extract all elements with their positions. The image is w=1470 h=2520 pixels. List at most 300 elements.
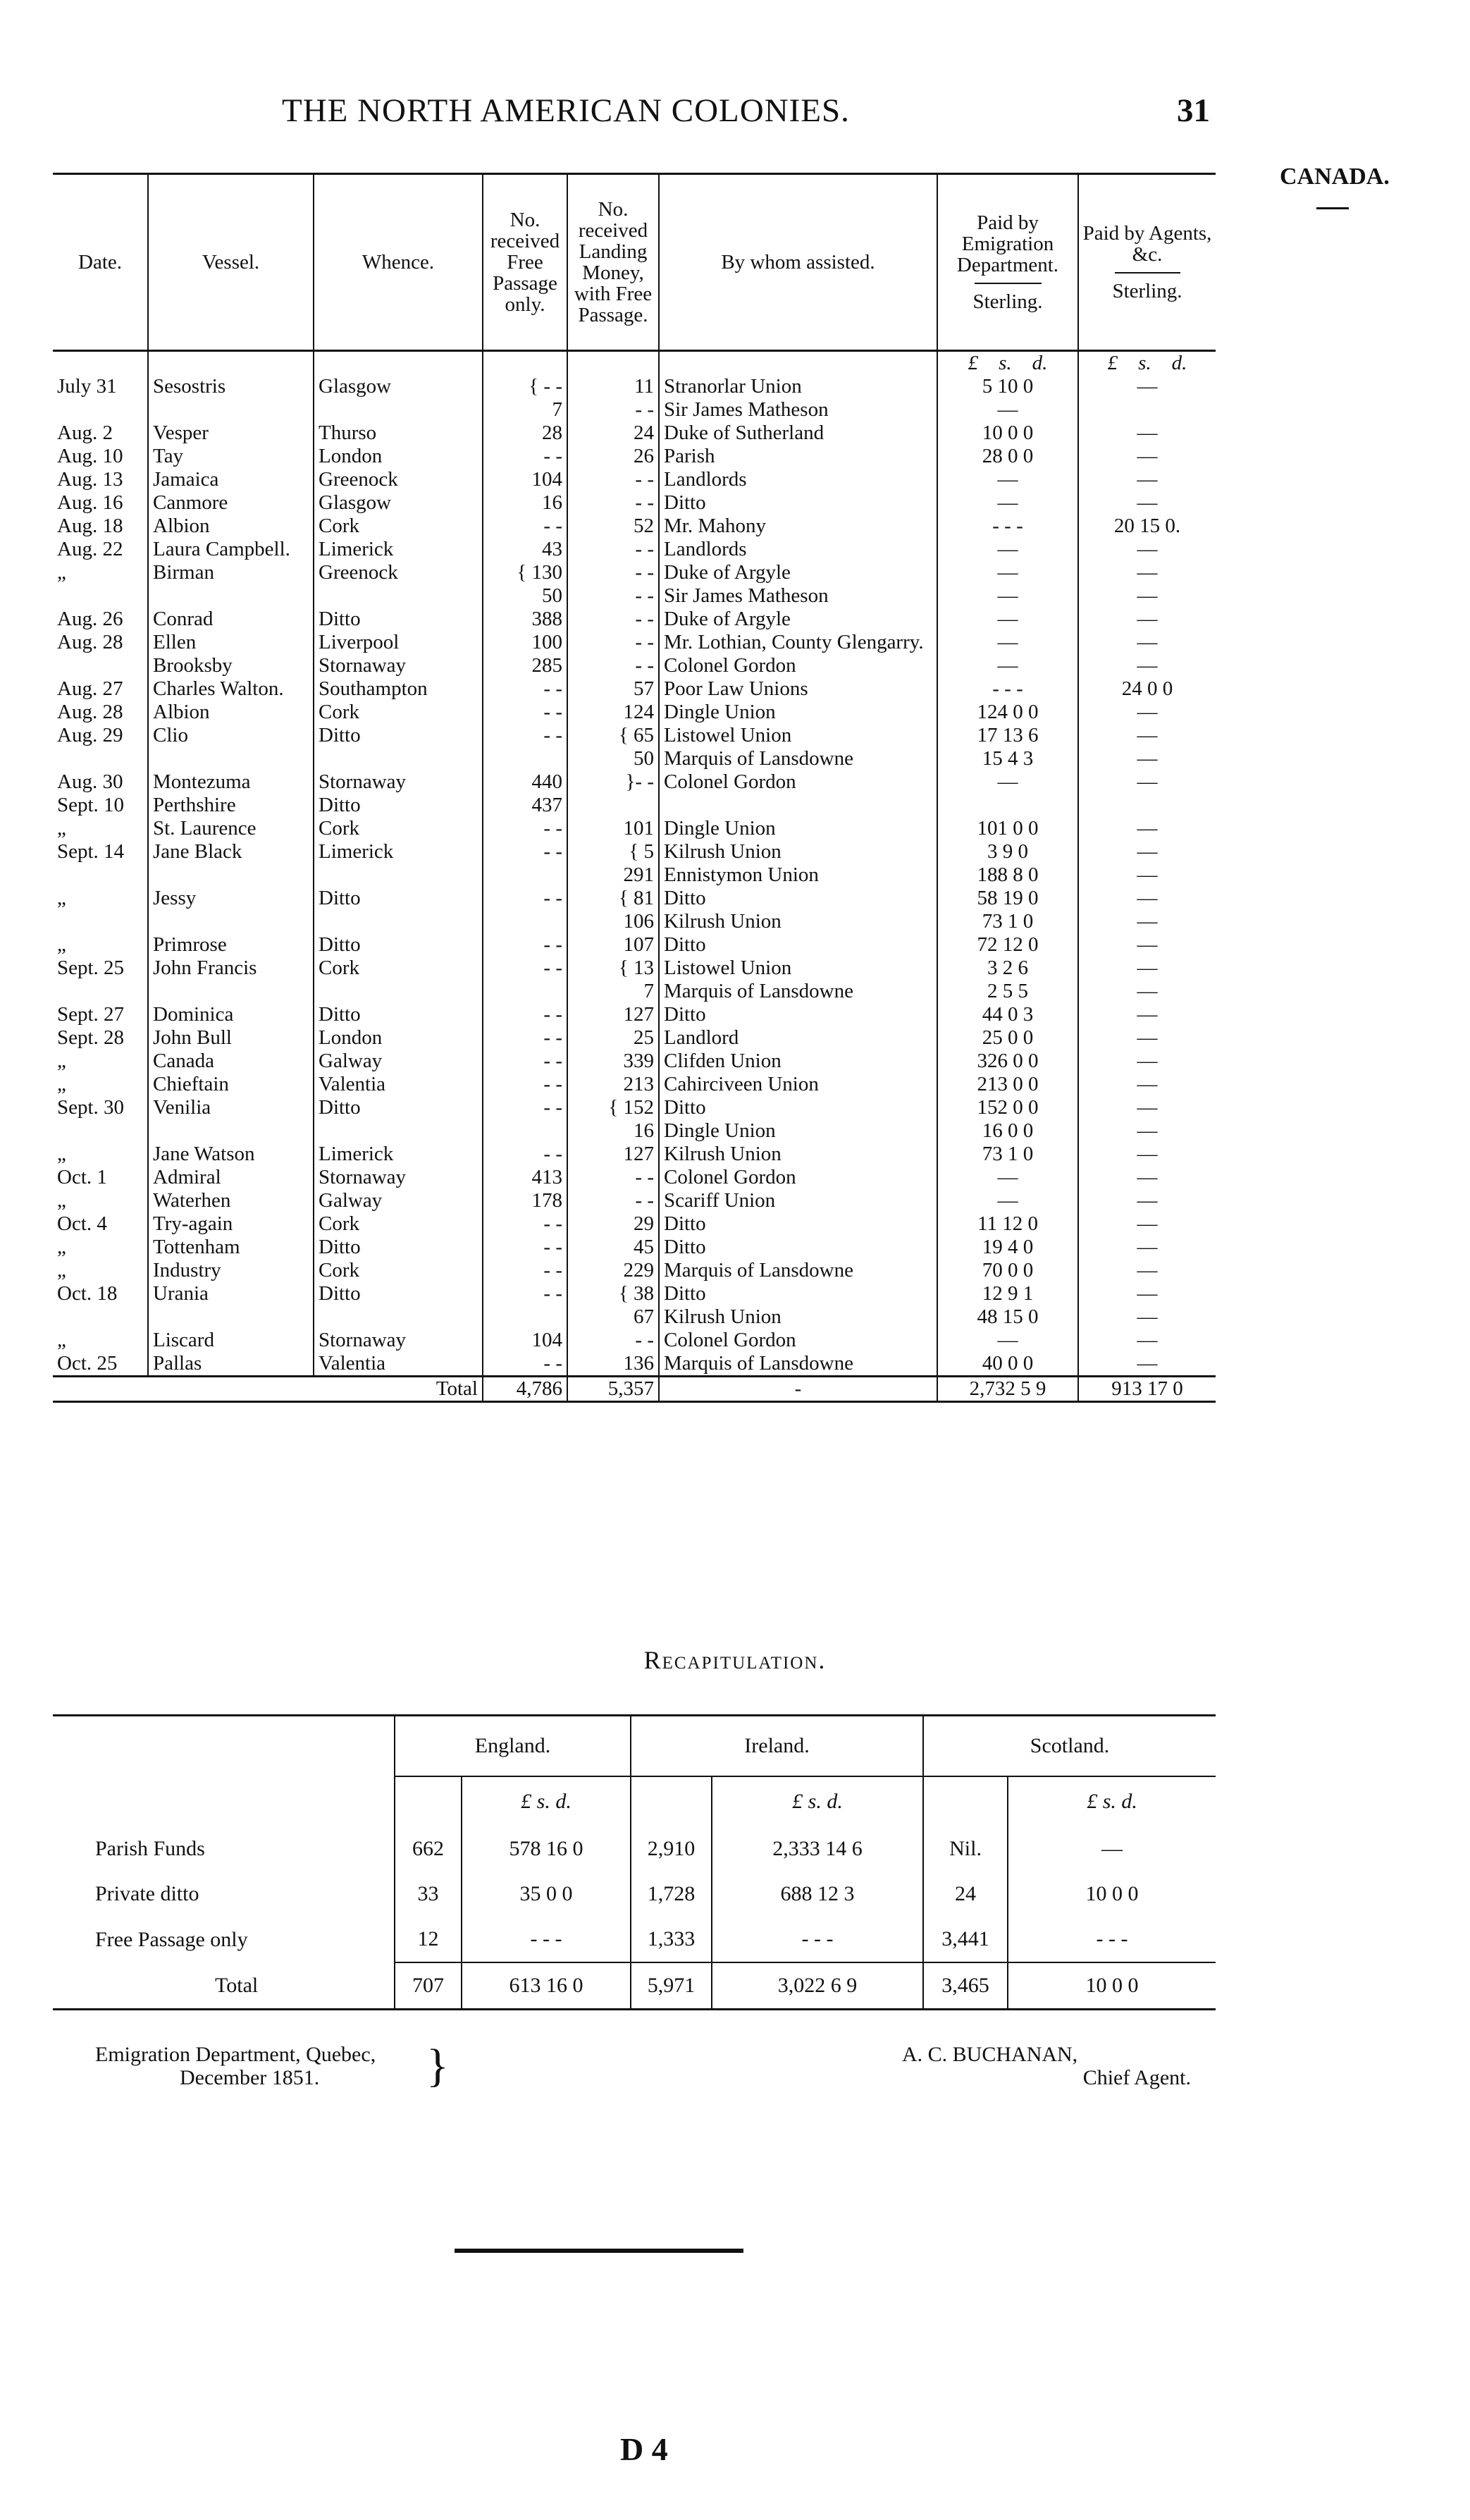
pence-symbol: d. [1171, 352, 1187, 374]
row-free-passage: - - [483, 1143, 567, 1166]
row-whence [314, 1305, 483, 1329]
col-free-passage: No. received Free Passage only. [483, 174, 567, 351]
recap-scotland-count: 3,465 [923, 1962, 1008, 2010]
table-row [53, 654, 1216, 677]
row-date: Aug. 2 [57, 422, 113, 444]
row-whence: Cork [314, 1259, 483, 1282]
row-vessel: Vesper [148, 422, 314, 445]
row-landing-money: - - [567, 584, 659, 608]
recap-scotland-amount: - - - [1008, 1917, 1216, 1962]
row-date: „ [57, 933, 66, 956]
row-landing-money [567, 794, 659, 817]
row-paid-emigration: — [937, 1329, 1078, 1352]
row-free-passage: - - [483, 1212, 567, 1236]
row-whence: Cork [314, 701, 483, 724]
row-landing-money: { 38 [567, 1282, 659, 1305]
row-vessel: Primrose [148, 933, 314, 957]
row-date: Aug. 26 [57, 608, 123, 630]
row-vessel: Clio [148, 724, 314, 747]
row-date: Oct. 1 [57, 1166, 107, 1188]
row-paid-agents: — [1078, 538, 1216, 561]
row-free-passage: - - [483, 1352, 567, 1377]
total-assisted: - [659, 1377, 937, 1402]
recap-label: Free Passage only [95, 1927, 248, 1951]
footer-brace: } [426, 2040, 449, 2091]
row-free-passage: - - [483, 957, 567, 980]
table-row [53, 608, 1216, 631]
row-paid-agents: 24 0 0 [1078, 677, 1216, 701]
row-paid-emigration: 25 0 0 [937, 1026, 1078, 1050]
row-date: „ [57, 1329, 66, 1351]
table-row [53, 445, 1216, 468]
table-row [53, 375, 1216, 398]
row-free-passage: - - [483, 1050, 567, 1073]
table-row [53, 1305, 1216, 1329]
row-free-passage: - - [483, 677, 567, 701]
row-free-passage: - - [483, 1003, 567, 1026]
row-whence: Galway [314, 1050, 483, 1073]
row-assisted: Ditto [659, 1003, 937, 1026]
row-paid-agents: — [1078, 1119, 1216, 1143]
row-assisted: Cahirciveen Union [659, 1073, 937, 1096]
agent-name: A. C. BUCHANAN, [902, 2043, 1078, 2066]
row-free-passage [483, 980, 567, 1003]
col-paid-emigration [937, 174, 1078, 351]
row-landing-money: 45 [567, 1236, 659, 1259]
row-assisted: Landlord [659, 1026, 937, 1050]
recap-row [53, 1917, 1216, 1962]
row-paid-agents: — [1078, 1073, 1216, 1096]
total-label: Total [53, 1377, 483, 1402]
row-whence: Limerick [314, 840, 483, 863]
row-paid-emigration: 73 1 0 [937, 1143, 1078, 1166]
pence-symbol: d. [1032, 352, 1048, 374]
row-paid-emigration: — [937, 770, 1078, 794]
signature-mark: D 4 [620, 2431, 668, 2467]
table-row [53, 910, 1216, 933]
row-whence: Cork [314, 817, 483, 840]
row-landing-money: 101 [567, 817, 659, 840]
row-landing-money: { 81 [567, 887, 659, 910]
table-row [53, 817, 1216, 840]
row-paid-emigration: — [937, 654, 1078, 677]
pounds-symbol: £ [1107, 352, 1118, 374]
row-free-passage: 104 [483, 468, 567, 491]
row-paid-agents: — [1078, 1282, 1216, 1305]
row-free-passage: { 130 [483, 561, 567, 584]
row-date: Aug. 30 [57, 770, 123, 793]
recap-england-amount: 578 16 0 [462, 1826, 631, 1871]
recap-scotland-lsd: £ s. d. [1008, 1776, 1216, 1826]
row-paid-agents: — [1078, 724, 1216, 747]
row-assisted: Dingle Union [659, 701, 937, 724]
row-date [53, 910, 148, 933]
table-row [53, 631, 1216, 654]
row-paid-agents: — [1078, 1189, 1216, 1212]
recap-scotland-amount: 10 0 0 [1008, 1962, 1216, 2010]
recap-scotland-count: Nil. [923, 1826, 1008, 1871]
recap-ireland-lsd: £ s. d. [712, 1776, 923, 1826]
row-assisted: Kilrush Union [659, 910, 937, 933]
col-paid-emigration-label: Paid by Emigration Department. [956, 211, 1059, 276]
row-whence: Ditto [314, 1282, 483, 1305]
row-landing-money: }- - [567, 770, 659, 794]
row-free-passage: - - [483, 840, 567, 863]
row-assisted: Duke of Argyle [659, 608, 937, 631]
row-free-passage: 388 [483, 608, 567, 631]
row-whence: Cork [314, 515, 483, 538]
row-whence: Glasgow [314, 375, 483, 398]
row-whence: Southampton [314, 677, 483, 701]
shillings-symbol: s. [999, 352, 1012, 374]
table-row [53, 794, 1216, 817]
row-landing-money: 25 [567, 1026, 659, 1050]
row-paid-agents: — [1078, 375, 1216, 398]
table-row [53, 701, 1216, 724]
table-row [53, 933, 1216, 957]
row-free-passage: 413 [483, 1166, 567, 1189]
table-row [53, 887, 1216, 910]
row-landing-money: 50 [567, 747, 659, 770]
row-paid-emigration: 12 9 1 [937, 1282, 1078, 1305]
row-assisted: Stranorlar Union [659, 375, 937, 398]
row-assisted: Ditto [659, 1236, 937, 1259]
row-whence: Ditto [314, 933, 483, 957]
table-row [53, 1189, 1216, 1212]
row-landing-money: 127 [567, 1003, 659, 1026]
row-landing-money: 52 [567, 515, 659, 538]
row-date: Sept. 14 [57, 840, 125, 863]
row-assisted: Landlords [659, 468, 937, 491]
row-paid-agents: — [1078, 840, 1216, 863]
row-landing-money: - - [567, 1189, 659, 1212]
row-paid-emigration: — [937, 538, 1078, 561]
table-row [53, 1050, 1216, 1073]
row-vessel [148, 1119, 314, 1143]
row-vessel: Jamaica [148, 468, 314, 491]
row-whence: Ditto [314, 1236, 483, 1259]
row-date: Aug. 10 [57, 445, 123, 467]
col-paid-agents-label: Paid by Agents, &c. [1082, 222, 1212, 266]
row-date: Oct. 25 [57, 1352, 118, 1375]
recap-currency-row [53, 1776, 1216, 1826]
row-paid-emigration [937, 794, 1078, 817]
row-paid-emigration: 101 0 0 [937, 817, 1078, 840]
row-assisted: Listowel Union [659, 724, 937, 747]
row-whence: Galway [314, 1189, 483, 1212]
row-assisted: Marquis of Lansdowne [659, 1259, 937, 1282]
row-free-passage: - - [483, 817, 567, 840]
table-row [53, 584, 1216, 608]
row-date: „ [57, 561, 66, 584]
row-vessel: Ellen [148, 631, 314, 654]
row-assisted: Scariff Union [659, 1189, 937, 1212]
table-row [53, 677, 1216, 701]
row-paid-agents: — [1078, 468, 1216, 491]
row-landing-money: 57 [567, 677, 659, 701]
row-assisted: Poor Law Unions [659, 677, 937, 701]
row-vessel: Birman [148, 561, 314, 584]
row-paid-agents: — [1078, 887, 1216, 910]
row-whence [314, 910, 483, 933]
recapitulation-title: Recapitulation. [643, 1646, 827, 1674]
row-whence: Glasgow [314, 491, 483, 515]
row-date: July 31 [57, 375, 117, 398]
row-paid-agents: — [1078, 980, 1216, 1003]
row-paid-emigration: 188 8 0 [937, 863, 1078, 887]
row-landing-money: { 5 [567, 840, 659, 863]
row-whence: Limerick [314, 538, 483, 561]
row-vessel: Jane Black [148, 840, 314, 863]
row-free-passage: - - [483, 445, 567, 468]
row-paid-agents: — [1078, 445, 1216, 468]
row-paid-emigration: 213 0 0 [937, 1073, 1078, 1096]
row-whence: Stornaway [314, 770, 483, 794]
row-paid-agents: 20 15 0. [1078, 515, 1216, 538]
row-landing-money: 29 [567, 1212, 659, 1236]
row-vessel: Waterhen [148, 1189, 314, 1212]
row-whence: Cork [314, 1212, 483, 1236]
row-whence: Ditto [314, 1003, 483, 1026]
row-date: „ [57, 1073, 66, 1095]
row-paid-agents: — [1078, 957, 1216, 980]
recap-label: Parish Funds [95, 1837, 205, 1860]
table-row [53, 1096, 1216, 1119]
row-vessel: Chieftain [148, 1073, 314, 1096]
recap-row [53, 1826, 1216, 1871]
row-paid-agents: — [1078, 1050, 1216, 1073]
row-landing-money: { 152 [567, 1096, 659, 1119]
row-date: „ [57, 1259, 66, 1281]
row-assisted: Colonel Gordon [659, 654, 937, 677]
row-paid-agents: — [1078, 770, 1216, 794]
recap-england-count: 12 [395, 1917, 462, 1962]
row-assisted: Colonel Gordon [659, 1329, 937, 1352]
row-paid-emigration: 73 1 0 [937, 910, 1078, 933]
row-whence: Ditto [314, 724, 483, 747]
row-free-passage: - - [483, 1236, 567, 1259]
row-vessel [148, 584, 314, 608]
row-paid-agents: — [1078, 1259, 1216, 1282]
row-date: Sept. 10 [57, 794, 125, 816]
col-landing-money: No. received Landing Money, with Free Passage. [567, 174, 659, 351]
recap-england-count: 33 [395, 1871, 462, 1917]
row-date [53, 980, 148, 1003]
row-paid-emigration: — [937, 561, 1078, 584]
row-landing-money: - - [567, 608, 659, 631]
row-paid-agents: — [1078, 422, 1216, 445]
recap-header-row [53, 1716, 1216, 1777]
recap-england-amount: - - - [462, 1917, 631, 1962]
row-assisted: Clifden Union [659, 1050, 937, 1073]
row-whence: Ditto [314, 608, 483, 631]
table-row [53, 398, 1216, 422]
recap-scotland-amount: 10 0 0 [1008, 1871, 1216, 1917]
row-paid-agents: — [1078, 701, 1216, 724]
row-paid-emigration: 11 12 0 [937, 1212, 1078, 1236]
row-vessel: Venilia [148, 1096, 314, 1119]
row-assisted [659, 794, 937, 817]
row-assisted: Ditto [659, 1212, 937, 1236]
row-free-passage: - - [483, 1096, 567, 1119]
row-landing-money: - - [567, 1166, 659, 1189]
row-landing-money: 213 [567, 1073, 659, 1096]
col-date: Date. [53, 174, 148, 351]
row-free-passage: 285 [483, 654, 567, 677]
row-free-passage: 100 [483, 631, 567, 654]
row-whence: Thurso [314, 422, 483, 445]
row-paid-agents: — [1078, 491, 1216, 515]
table-row [53, 515, 1216, 538]
row-date: Oct. 4 [57, 1212, 107, 1235]
recap-scotland-count: 24 [923, 1871, 1008, 1917]
page-number: 31 [1177, 92, 1210, 129]
table-row [53, 538, 1216, 561]
row-whence [314, 980, 483, 1003]
recap-ireland-count: 5,971 [631, 1962, 712, 2010]
row-paid-emigration: — [937, 1166, 1078, 1189]
row-date: Aug. 16 [57, 491, 123, 514]
row-date [53, 584, 148, 608]
row-whence: Ditto [314, 887, 483, 910]
row-vessel: Albion [148, 515, 314, 538]
col-paid-agents-unit: Sterling. [1112, 280, 1182, 302]
row-date [53, 1305, 148, 1329]
row-date: „ [57, 817, 66, 840]
row-assisted: Ditto [659, 933, 937, 957]
row-date [53, 398, 148, 422]
row-paid-emigration: 3 9 0 [937, 840, 1078, 863]
row-paid-emigration: - - - [937, 515, 1078, 538]
row-vessel: Perthshire [148, 794, 314, 817]
row-date [53, 654, 148, 677]
row-date [53, 1119, 148, 1143]
row-landing-money: 107 [567, 933, 659, 957]
row-assisted: Marquis of Lansdowne [659, 980, 937, 1003]
row-free-passage: 50 [483, 584, 567, 608]
row-assisted: Kilrush Union [659, 840, 937, 863]
row-vessel: John Bull [148, 1026, 314, 1050]
office-line-1: Emigration Department, Quebec, [95, 2043, 376, 2066]
row-assisted: Duke of Sutherland [659, 422, 937, 445]
row-whence: Valentia [314, 1073, 483, 1096]
recap-ireland-count: 1,333 [631, 1917, 712, 1962]
row-vessel: St. Laurence [148, 817, 314, 840]
table-row [53, 468, 1216, 491]
row-whence [314, 584, 483, 608]
row-free-passage: 28 [483, 422, 567, 445]
row-paid-emigration: - - - [937, 677, 1078, 701]
row-free-passage: 178 [483, 1189, 567, 1212]
currency-header-row [53, 351, 1216, 376]
row-date: Aug. 22 [57, 538, 123, 560]
row-paid-emigration: 44 0 3 [937, 1003, 1078, 1026]
row-vessel: Brooksby [148, 654, 314, 677]
row-paid-agents: — [1078, 933, 1216, 957]
table-row [53, 1166, 1216, 1189]
row-landing-money: 11 [567, 375, 659, 398]
total-landing-money: 5,357 [567, 1377, 659, 1402]
row-whence: Cork [314, 957, 483, 980]
table-row [53, 1073, 1216, 1096]
row-free-passage: - - [483, 724, 567, 747]
row-vessel [148, 863, 314, 887]
row-paid-agents: — [1078, 1212, 1216, 1236]
row-paid-emigration: 19 4 0 [937, 1236, 1078, 1259]
row-free-passage [483, 910, 567, 933]
row-vessel: Tay [148, 445, 314, 468]
row-paid-agents [1078, 398, 1216, 422]
row-free-passage: 7 [483, 398, 567, 422]
row-landing-money: { 13 [567, 957, 659, 980]
row-assisted: Kilrush Union [659, 1305, 937, 1329]
row-vessel: Conrad [148, 608, 314, 631]
row-assisted: Sir James Matheson [659, 398, 937, 422]
table-row [53, 1119, 1216, 1143]
row-landing-money: - - [567, 468, 659, 491]
recap-label: Total [53, 1962, 395, 2010]
recap-england-count: 662 [395, 1826, 462, 1871]
table-row [53, 770, 1216, 794]
row-landing-money: - - [567, 654, 659, 677]
row-landing-money: - - [567, 538, 659, 561]
row-vessel [148, 398, 314, 422]
row-vessel: Dominica [148, 1003, 314, 1026]
row-free-passage: - - [483, 1073, 567, 1096]
page-title: THE NORTH AMERICAN COLONIES. [282, 92, 850, 129]
row-paid-agents: — [1078, 817, 1216, 840]
recap-ireland-amount: - - - [712, 1917, 923, 1962]
office-line-2: December 1851. [180, 2066, 320, 2089]
row-free-passage: - - [483, 1259, 567, 1282]
row-free-passage: - - [483, 1282, 567, 1305]
row-paid-emigration: — [937, 584, 1078, 608]
row-vessel: Pallas [148, 1352, 314, 1377]
row-paid-agents: — [1078, 1143, 1216, 1166]
recap-england-amount: 35 0 0 [462, 1871, 631, 1917]
row-landing-money: 16 [567, 1119, 659, 1143]
recap-ireland-count: 1,728 [631, 1871, 712, 1917]
row-vessel: Jessy [148, 887, 314, 910]
recap-england: England. [395, 1716, 631, 1777]
recap-england-count: 707 [395, 1962, 462, 2010]
row-landing-money: 67 [567, 1305, 659, 1329]
row-whence: London [314, 445, 483, 468]
row-landing-money: 124 [567, 701, 659, 724]
row-vessel [148, 910, 314, 933]
row-landing-money: 106 [567, 910, 659, 933]
row-assisted: Kilrush Union [659, 1143, 937, 1166]
row-whence: Stornaway [314, 654, 483, 677]
row-whence: London [314, 1026, 483, 1050]
row-paid-emigration: 40 0 0 [937, 1352, 1078, 1377]
row-landing-money: 339 [567, 1050, 659, 1073]
emigration-table [53, 173, 1216, 1403]
recap-england-amount: 613 16 0 [462, 1962, 631, 2010]
row-paid-emigration: 72 12 0 [937, 933, 1078, 957]
table-row [53, 724, 1216, 747]
table-row [53, 1236, 1216, 1259]
row-whence: Liverpool [314, 631, 483, 654]
row-paid-agents: — [1078, 1026, 1216, 1050]
table-row [53, 1282, 1216, 1305]
row-date: Aug. 18 [57, 515, 123, 537]
row-landing-money: 127 [567, 1143, 659, 1166]
recap-ireland-amount: 3,022 6 9 [712, 1962, 923, 2010]
row-assisted: Ditto [659, 1096, 937, 1119]
row-vessel: Jane Watson [148, 1143, 314, 1166]
row-paid-emigration: 152 0 0 [937, 1096, 1078, 1119]
